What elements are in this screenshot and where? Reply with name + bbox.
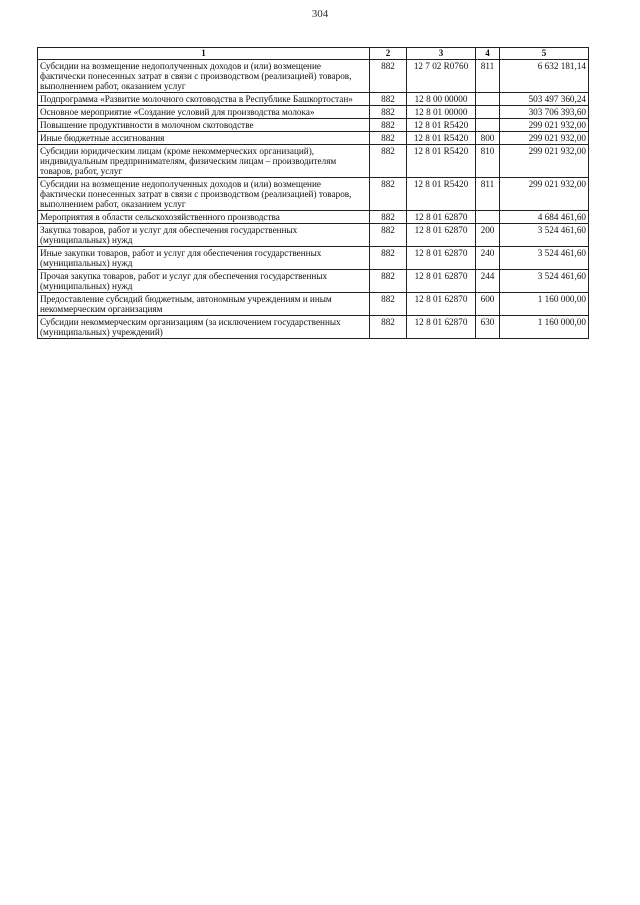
row-name-cell: Субсидии на возмещение недополученных доходов и (или) возмещение фактически понесенных затрат в связи с производством (реализацией) товаров, выполнением работ, оказанием услуг <box>38 60 370 93</box>
row-target-article-cell: 12 7 02 R0760 <box>407 60 476 93</box>
row-name-cell: Иные закупки товаров, работ и услуг для обеспечения государственных (муниципальных) нужд <box>38 247 370 270</box>
row-name-cell: Подпрограмма «Развитие молочного скотоводства в Республике Башкортостан» <box>38 93 370 106</box>
table-row <box>38 178 589 211</box>
row-target-article-cell: 12 8 01 R5420 <box>407 178 476 211</box>
row-expense-type-cell <box>476 93 500 106</box>
row-expense-type-cell: 811 <box>476 60 500 93</box>
header-col-5: 5 <box>500 48 589 60</box>
row-expense-type-cell: 244 <box>476 270 500 293</box>
row-target-article-cell: 12 8 01 62870 <box>407 247 476 270</box>
row-amount-cell: 3 524 461,60 <box>500 270 589 293</box>
row-expense-type-cell: 811 <box>476 178 500 211</box>
row-ministry-code-cell: 882 <box>370 145 407 178</box>
table-row <box>38 145 589 178</box>
row-amount-cell: 6 632 181,14 <box>500 60 589 93</box>
row-ministry-code-cell: 882 <box>370 178 407 211</box>
row-ministry-code-cell: 882 <box>370 211 407 224</box>
table-row <box>38 224 589 247</box>
header-col-3: 3 <box>407 48 476 60</box>
row-name-cell: Прочая закупка товаров, работ и услуг для обеспечения государственных (муниципальных) нужд <box>38 270 370 293</box>
row-ministry-code-cell: 882 <box>370 293 407 316</box>
row-ministry-code-cell: 882 <box>370 224 407 247</box>
row-name-cell: Субсидии юридическим лицам (кроме некоммерческих организаций), индивидуальным предпринимателям, физическим лицам – производителям товаров, работ, услуг <box>38 145 370 178</box>
row-amount-cell: 299 021 932,00 <box>500 145 589 178</box>
row-expense-type-cell: 810 <box>476 145 500 178</box>
table-row <box>38 93 589 106</box>
row-name-cell: Мероприятия в области сельскохозяйственного производства <box>38 211 370 224</box>
row-amount-cell: 4 684 461,60 <box>500 211 589 224</box>
table-row <box>38 60 589 93</box>
row-amount-cell: 299 021 932,00 <box>500 132 589 145</box>
row-target-article-cell: 12 8 01 62870 <box>407 211 476 224</box>
table-row <box>38 119 589 132</box>
row-ministry-code-cell: 882 <box>370 106 407 119</box>
row-expense-type-cell <box>476 211 500 224</box>
row-amount-cell: 1 160 000,00 <box>500 293 589 316</box>
table-row <box>38 293 589 316</box>
row-amount-cell: 299 021 932,00 <box>500 119 589 132</box>
row-expense-type-cell <box>476 119 500 132</box>
row-ministry-code-cell: 882 <box>370 247 407 270</box>
row-amount-cell: 303 706 393,60 <box>500 106 589 119</box>
row-expense-type-cell <box>476 106 500 119</box>
budget-table <box>37 47 589 339</box>
row-target-article-cell: 12 8 00 00000 <box>407 93 476 106</box>
row-amount-cell: 3 524 461,60 <box>500 224 589 247</box>
row-ministry-code-cell: 882 <box>370 60 407 93</box>
row-expense-type-cell: 630 <box>476 316 500 339</box>
row-expense-type-cell: 800 <box>476 132 500 145</box>
row-amount-cell: 503 497 360,24 <box>500 93 589 106</box>
row-amount-cell: 299 021 932,00 <box>500 178 589 211</box>
row-target-article-cell: 12 8 01 62870 <box>407 270 476 293</box>
table-row <box>38 316 589 339</box>
row-expense-type-cell: 600 <box>476 293 500 316</box>
table-row <box>38 270 589 293</box>
row-ministry-code-cell: 882 <box>370 119 407 132</box>
row-amount-cell: 1 160 000,00 <box>500 316 589 339</box>
row-name-cell: Субсидии некоммерческим организациям (за исключением государственных (муниципальных) учреждений) <box>38 316 370 339</box>
row-ministry-code-cell: 882 <box>370 93 407 106</box>
row-ministry-code-cell: 882 <box>370 316 407 339</box>
header-col-2: 2 <box>370 48 407 60</box>
table-row <box>38 132 589 145</box>
table-row <box>38 211 589 224</box>
row-target-article-cell: 12 8 01 R5420 <box>407 119 476 132</box>
row-target-article-cell: 12 8 01 R5420 <box>407 145 476 178</box>
header-col-4: 4 <box>476 48 500 60</box>
row-name-cell: Закупка товаров, работ и услуг для обеспечения государственных (муниципальных) нужд <box>38 224 370 247</box>
row-target-article-cell: 12 8 01 62870 <box>407 316 476 339</box>
row-expense-type-cell: 240 <box>476 247 500 270</box>
table-header-row <box>38 48 589 60</box>
row-name-cell: Основное мероприятие «Создание условий для производства молока» <box>38 106 370 119</box>
row-name-cell: Предоставление субсидий бюджетным, автономным учреждениям и иным некоммерческим организациям <box>38 293 370 316</box>
row-ministry-code-cell: 882 <box>370 270 407 293</box>
row-expense-type-cell: 200 <box>476 224 500 247</box>
header-col-1: 1 <box>38 48 370 60</box>
row-name-cell: Повышение продуктивности в молочном скотоводстве <box>38 119 370 132</box>
row-target-article-cell: 12 8 01 00000 <box>407 106 476 119</box>
row-amount-cell: 3 524 461,60 <box>500 247 589 270</box>
page-number: 304 <box>311 8 329 20</box>
row-target-article-cell: 12 8 01 62870 <box>407 224 476 247</box>
row-name-cell: Иные бюджетные ассигнования <box>38 132 370 145</box>
row-ministry-code-cell: 882 <box>370 132 407 145</box>
table-row <box>38 247 589 270</box>
row-name-cell: Субсидии на возмещение недополученных доходов и (или) возмещение фактически понесенных затрат в связи с производством (реализацией) товаров, выполнением работ, оказанием услуг <box>38 178 370 211</box>
row-target-article-cell: 12 8 01 R5420 <box>407 132 476 145</box>
row-target-article-cell: 12 8 01 62870 <box>407 293 476 316</box>
table-row <box>38 106 589 119</box>
